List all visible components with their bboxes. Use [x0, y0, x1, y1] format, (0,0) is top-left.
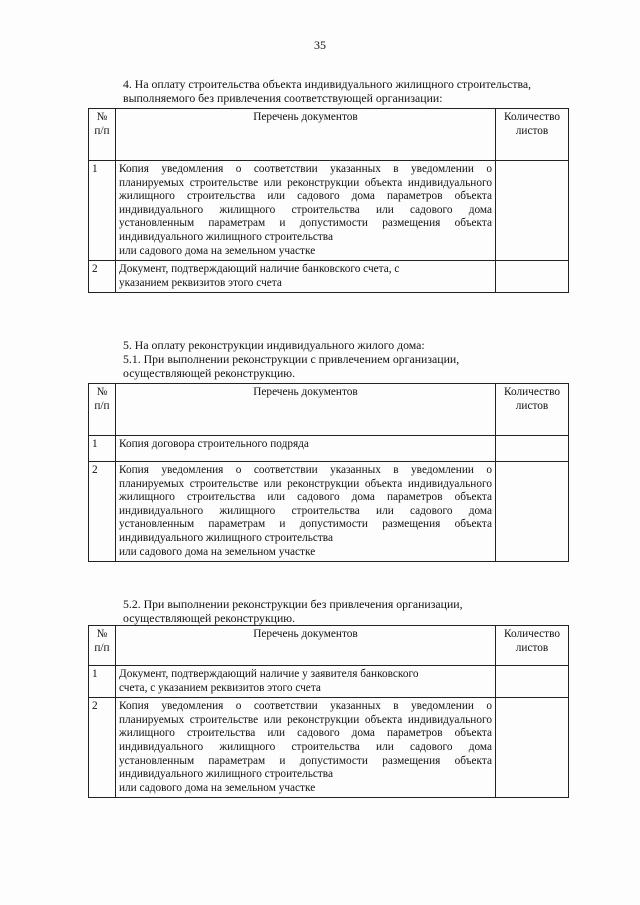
section-5-heading [89, 338, 570, 352]
table-header-row [89, 384, 569, 436]
table-row [89, 436, 569, 462]
row-sheet-count [496, 261, 569, 293]
header-sheet-count: Количество листов [496, 109, 569, 161]
table-row [89, 698, 569, 798]
row-document-text-body: Копия уведомления о соответствии указанных в уведомлении о планируемых строительстве или реконструкции объекта индивидуального жилищного строительства или садового дома параметров объекта индивидуального жилищного строительства или садового дома установленным параметрам и допустимости размещения объекта индивидуального жилищного строительства [119, 464, 492, 544]
row-number: 1 [89, 436, 116, 462]
section-4-heading-line-2: выполняемого без привлечения соответствующей организации: [123, 91, 443, 105]
row-document-text-last: или садового дома на земельном участке [119, 244, 316, 257]
row-document-text-last: указанием реквизитов этого счета [119, 276, 282, 289]
header-sheet-count: Количество листов [496, 384, 569, 436]
section-5-2-documents-table [88, 625, 569, 798]
row-document-text-last: или садового дома на земельном участке [119, 781, 316, 794]
row-document-text [116, 161, 496, 261]
section-4-heading [89, 77, 570, 105]
header-number: № п/п [89, 384, 116, 436]
row-document-text-last: счета, с указанием реквизитов этого счета [119, 681, 321, 694]
header-sheet-count: Количество листов [496, 626, 569, 666]
row-sheet-count [496, 462, 569, 562]
row-sheet-count [496, 436, 569, 462]
table-header-row [89, 109, 569, 161]
row-sheet-count [496, 666, 569, 698]
row-document-text-body: Копия уведомления о соответствии указанных в уведомлении о планируемых строительстве или реконструкции объекта индивидуального жилищного строительства или садового дома параметров объекта индивидуального жилищного строительства или садового дома установленным параметрам и допустимости размещения объекта индивидуального жилищного строительства [119, 163, 492, 243]
table-row [89, 261, 569, 293]
section-4-documents-table [88, 108, 569, 293]
row-number: 2 [89, 261, 116, 293]
row-document-text-last: Копия договора строительного подряда [119, 438, 309, 450]
section-5-1-heading-line-2: осуществляющей реконструкцию. [123, 366, 296, 380]
row-document-text [116, 462, 496, 562]
table-row [89, 161, 569, 261]
section-5-2-heading-line-2: осуществляющей реконструкцию. [123, 611, 296, 625]
row-document-text [116, 698, 496, 798]
row-document-text [116, 261, 496, 293]
table-row [89, 666, 569, 698]
row-document-text-body: Документ, подтверждающий наличие банковского счета, с [119, 263, 400, 276]
row-document-text-body: Документ, подтверждающий наличие у заявителя банковского [119, 668, 419, 680]
row-number: 2 [89, 698, 116, 798]
table-header-row [89, 626, 569, 666]
row-number: 2 [89, 462, 116, 562]
header-number: № п/п [89, 109, 116, 161]
section-5-1-documents-table [88, 383, 569, 562]
section-5-2-heading [89, 597, 570, 625]
row-sheet-count [496, 161, 569, 261]
row-document-text-last: или садового дома на земельном участке [119, 545, 316, 558]
header-number: № п/п [89, 626, 116, 666]
section-5-heading-line-1: 5. На оплату реконструкции индивидуального жилого дома: [123, 338, 425, 352]
header-documents-list: Перечень документов [116, 626, 496, 666]
header-documents-list: Перечень документов [116, 109, 496, 161]
section-5-1-heading-line-1: 5.1. При выполнении реконструкции с привлечением организации, [123, 352, 460, 366]
header-documents-list: Перечень документов [116, 384, 496, 436]
row-document-text [116, 436, 496, 462]
row-sheet-count [496, 698, 569, 798]
section-4-heading-line-1: 4. На оплату строительства объекта индивидуального жилищного строительства, [123, 77, 532, 91]
row-number: 1 [89, 666, 116, 698]
row-document-text-body: Копия уведомления о соответствии указанных в уведомлении о планируемых строительстве или реконструкции объекта индивидуального жилищного строительства или садового дома параметров объекта индивидуального жилищного строительства или садового дома установленным параметрам и допустимости размещения объекта индивидуального жилищного строительства [119, 700, 492, 781]
table-row [89, 462, 569, 562]
section-5-1-heading [89, 352, 570, 380]
row-number: 1 [89, 161, 116, 261]
page-number: 35 [314, 38, 326, 52]
section-5-2-heading-line-1: 5.2. При выполнении реконструкции без привлечения организации, [123, 597, 463, 611]
row-document-text [116, 666, 496, 698]
